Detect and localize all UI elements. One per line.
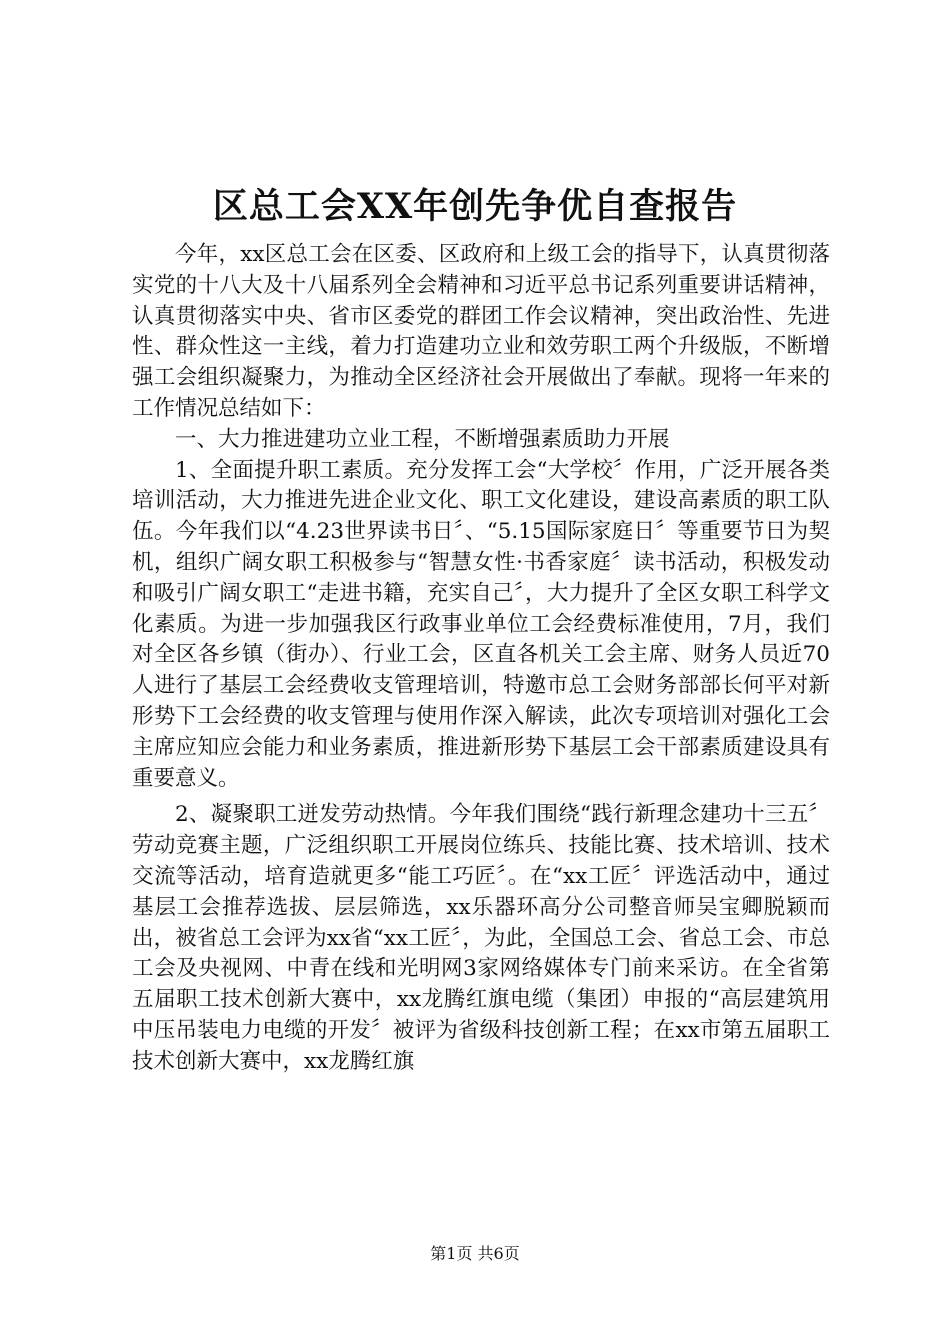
page-title: 区总工会XX年创先争优自查报告 [212, 186, 738, 227]
document-body [132, 240, 830, 1078]
page-number-footer: 第1页 共6页 [430, 1244, 520, 1263]
paragraph-intro: 今年，xx区总工会在区委、区政府和上级工会的指导下，认真贯彻落实党的十八大及十八届系列全会精神和习近平总书记系列重要讲话精神，认真贯彻落实中央、省市区委党的群团工作会议精神，突出政治性、先进性、群众性这一主线，着力打造建功立业和效劳职工两个升级版，不断增强工会组织凝聚力，为推动全区经济社会开展做出了奉献。现将一年来的工作情况总结如下： [132, 242, 830, 421]
paragraph-item-2: 2、凝聚职工迸发劳动热情。今年我们围绕“践行新理念建功十三五〞劳动竞赛主题，广泛组织职工开展岗位练兵、技能比赛、技术培训、技术交流等活动，培育造就更多“能工巧匠〞。在“xx工匠〞评选活动中，通过基层工会推荐选拔、层层筛选，xx乐器环高分公司整音师吴宝卿脱颖而出，被省总工会评为xx省“xx工匠〞，为此，全国总工会、省总工会、市总工会及央视网、中青在线和光明网3家网络媒体专门前来采访。在全省第五届职工技术创新大赛中，xx龙腾红旗电缆（集团）申报的“高层建筑用中压吊装电力电缆的开发〞被评为省级科技创新工程；在xx市第五届职工技术创新大赛中，xx龙腾红旗 [132, 802, 830, 1074]
section-heading: 一、大力推进建功立业工程，不断增强素质助力开展 [175, 426, 670, 452]
paragraph-item-1: 1、全面提升职工素质。充分发挥工会“大学校〞作用，广泛开展各类培训活动，大力推进先进企业文化、职工文化建设，建设高素质的职工队伍。今年我们以“4.23世界读书日〞、“5.15国际家庭日〞等重要节日为契机，组织广阔女职工积极参与“智慧女性·书香家庭〞读书活动，积极发动和吸引广阔女职工“走进书籍，充实自己〞，大力提升了全区女职工科学文化素质。为进一步加强我区行政事业单位工会经费标准使用，7月，我们对全区各乡镇（街办）、行业工会，区直各机关工会主席、财务人员近70人进行了基层工会经费收支管理培训，特邀市总工会财务部部长何平对新形势下工会经费的收支管理与使用作深入解读，此次专项培训对强化工会主席应知应会能力和业务素质，推进新形势下基层工会干部素质建设具有重要意义。 [132, 457, 830, 791]
